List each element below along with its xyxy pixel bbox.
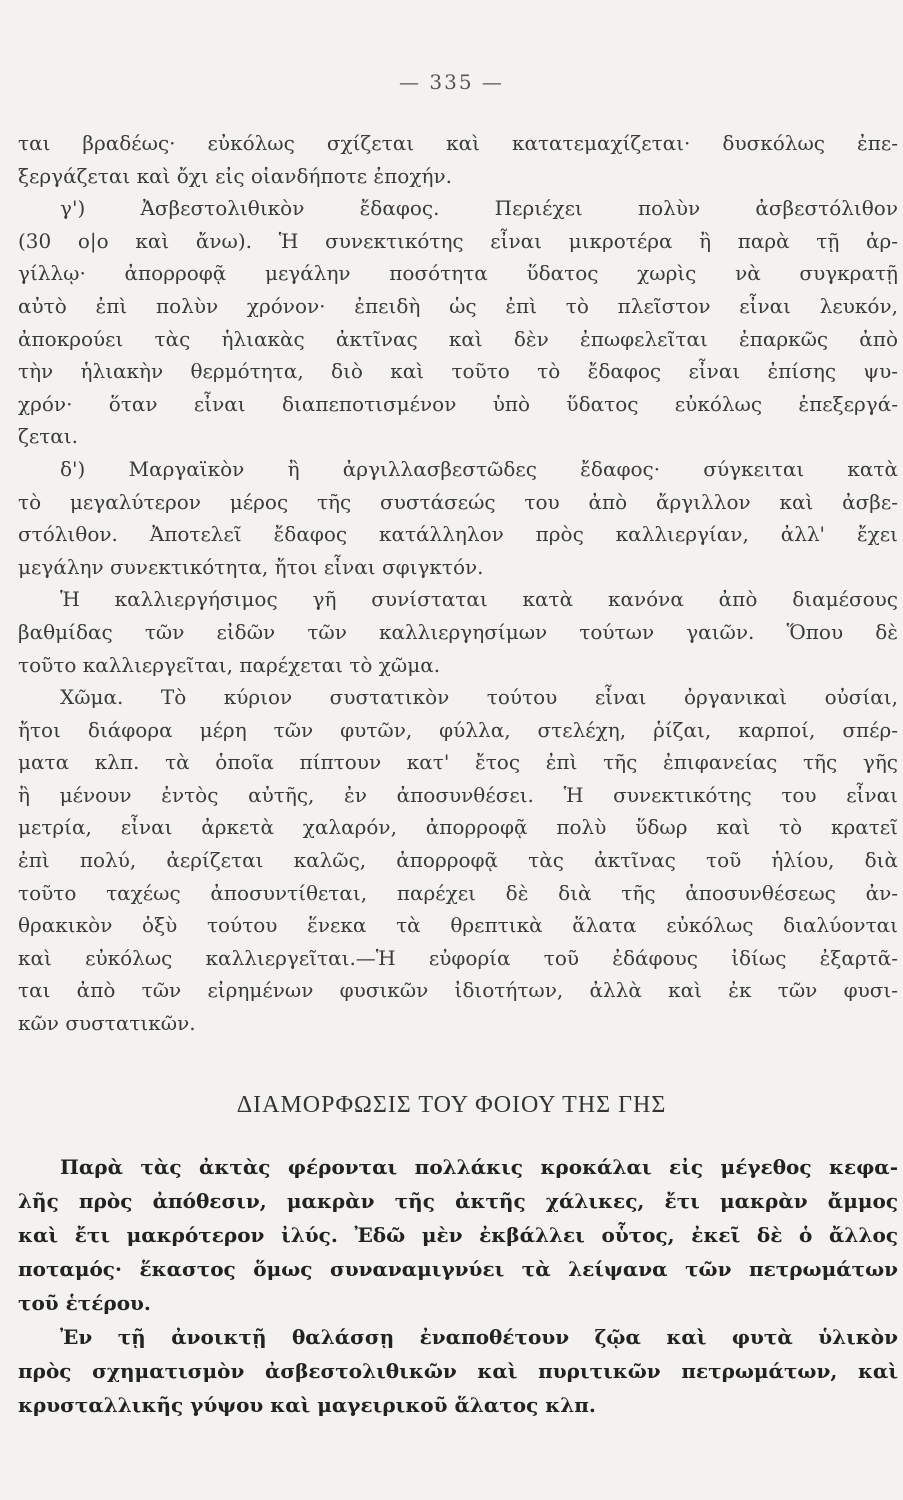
text-line: γ') Ἀσβεστολιθικὸν ἔδαφος. Περιέχει πολὺν ἀσβεστόλιθον [60,196,898,221]
text-line: ξεργάζεται καὶ ὄχι εἰς οἱανδήποτε ἐποχήν. [18,163,452,188]
text-line: κῶν συστατικῶν. [18,1011,196,1036]
text-line: βαθμίδας τῶν εἰδῶν τῶν καλλιεργησίμων τούτων γαιῶν. Ὅπου δὲ [18,619,898,644]
text-line: δ') Μαργαϊκὸν ἢ ἀργιλλασβεστῶδες ἔδαφος· σύγκειται κατὰ [60,456,898,481]
text-line: ματα κλπ. τὰ ὁποῖα πίπτουν κατ' ἔτος ἐπὶ τῆς ἐπιφανείας τῆς γῆς [18,750,898,775]
text-line: τὴν ἡλιακὴν θερμότητα, διὸ καὶ τοῦτο τὸ ἔδαφος εἶναι ἐπίσης ψυ- [18,359,898,384]
text-line: ποταμός· ἕκαστος ὅμως συναναμιγνύει τὰ λείψανα τῶν πετρωμάτων [18,1257,898,1281]
text-line: χρόν· ὅταν εἶναι διαπεποτισμένον ὑπὸ ὕδατος εὐκόλως ἐπεξεργά- [18,391,898,416]
text-line: μετρία, εἶναι ἀρκετὰ χαλαρόν, ἀπορροφᾷ πολὺ ὕδωρ καὶ τὸ κρατεῖ [18,815,898,840]
text-line: καὶ εὐκόλως καλλιεργεῖται.—Ἡ εὐφορία τοῦ ἐδάφους ἰδίως ἐξαρτᾶ- [18,945,898,970]
text-line: Ἐν τῇ ἀνοικτῇ θαλάσσῃ ἐναποθέτουν ζῷα καὶ φυτὰ ὑλικὸν [60,1325,898,1349]
text-line: (30 ο|ο καὶ ἄνω). Ἡ συνεκτικότης εἶναι μικροτέρα ἢ παρὰ τῇ ἀρ- [18,228,898,253]
text-line: ζεται. [18,424,78,449]
text-line: κρυσταλλικῆς γύψου καὶ μαγειρικοῦ ἅλατος κλπ. [18,1393,596,1417]
text-line: ἀποκρούει τὰς ἡλιακὰς ἀκτῖνας καὶ δὲν ἐπωφελεῖται ἐπαρκῶς ἀπὸ [18,326,898,351]
body-text-bottom [18,1150,898,1422]
text-line: Χῶμα. Τὸ κύριον συστατικὸν τούτου εἶναι ὀργανικαὶ οὐσίαι, [60,685,898,710]
text-line: μεγάλην συνεκτικότητα, ἤτοι εἶναι σφιγκτόν. [18,554,484,579]
page-number: — 335 — [399,70,504,94]
text-line: λῆς πρὸς ἀπόθεσιν, μακρὰν τῆς ἀκτῆς χάλικες, ἔτι μακρὰν ἄμμος [18,1189,898,1213]
text-line: ἤτοι διάφορα μέρη τῶν φυτῶν, φύλλα, στελέχη, ῥίζαι, καρποί, σπέρ- [18,717,898,742]
text-line: καὶ ἔτι μακρότερον ἰλύς. Ἐδῶ μὲν ἐκβάλλει οὗτος, ἐκεῖ δὲ ὁ ἄλλος [18,1223,898,1247]
text-line: τὸ μεγαλύτερον μέρος τῆς συστάσεώς του ἀπὸ ἄργιλλον καὶ ἀσβε- [18,489,898,514]
text-line: τοῦτο καλλιεργεῖται, παρέχεται τὸ χῶμα. [18,652,441,677]
text-line: θρακικὸν ὀξὺ τούτου ἕνεκα τὰ θρεπτικὰ ἅλατα εὐκόλως διαλύονται [18,913,898,938]
text-line: τοῦ ἑτέρου. [18,1291,151,1315]
text-line: Ἡ καλλιεργήσιμος γῆ συνίσταται κατὰ κανόνα ἀπὸ διαμέσους [60,587,898,612]
text-line: αὐτὸ ἐπὶ πολὺν χρόνον· ἐπειδὴ ὡς ἐπὶ τὸ πλεῖστον εἶναι λευκόν, [18,293,898,318]
text-line: ται ἀπὸ τῶν εἰρημένων φυσικῶν ἰδιοτήτων, ἀλλὰ καὶ ἐκ τῶν φυσι- [18,978,898,1003]
text-line: τοῦτο ταχέως ἀποσυντίθεται, παρέχει δὲ διὰ τῆς ἀποσυνθέσεως ἀν- [18,880,898,905]
text-line: γίλλῳ· ἀπορροφᾷ μεγάλην ποσότητα ὕδατος χωρὶς νὰ συγκρατῇ [18,261,898,286]
text-line: ται βραδέως· εὐκόλως σχίζεται καὶ κατατεμαχίζεται· δυσκόλως ἐπε- [18,131,898,155]
text-line: ἢ μένουν ἐντὸς αὐτῆς, ἐν ἀποσυνθέσει. Ἡ συνεκτικότης του εἶναι [18,782,898,807]
body-text-top [18,127,898,1040]
text-line: στόλιθον. Ἀποτελεῖ ἔδαφος κατάλληλον πρὸς καλλιεργίαν, ἀλλ' ἔχει [18,522,898,547]
text-line: Παρὰ τὰς ἀκτὰς φέρονται πολλάκις κροκάλαι εἰς μέγεθος κεφα- [60,1155,898,1179]
text-line: ἐπὶ πολύ, ἀερίζεται καλῶς, ἀπορροφᾷ τὰς ἀκτῖνας τοῦ ἡλίου, διὰ [18,848,898,873]
text-line: πρὸς σχηματισμὸν ἀσβεστολιθικῶν καὶ πυριτικῶν πετρωμάτων, καὶ [18,1359,898,1383]
section-heading: ΔΙΑΜΟΡΦΩΣΙΣ ΤΟΥ ΦΟΙΟΥ ΤΗΣ ΓΗΣ [236,1092,667,1118]
